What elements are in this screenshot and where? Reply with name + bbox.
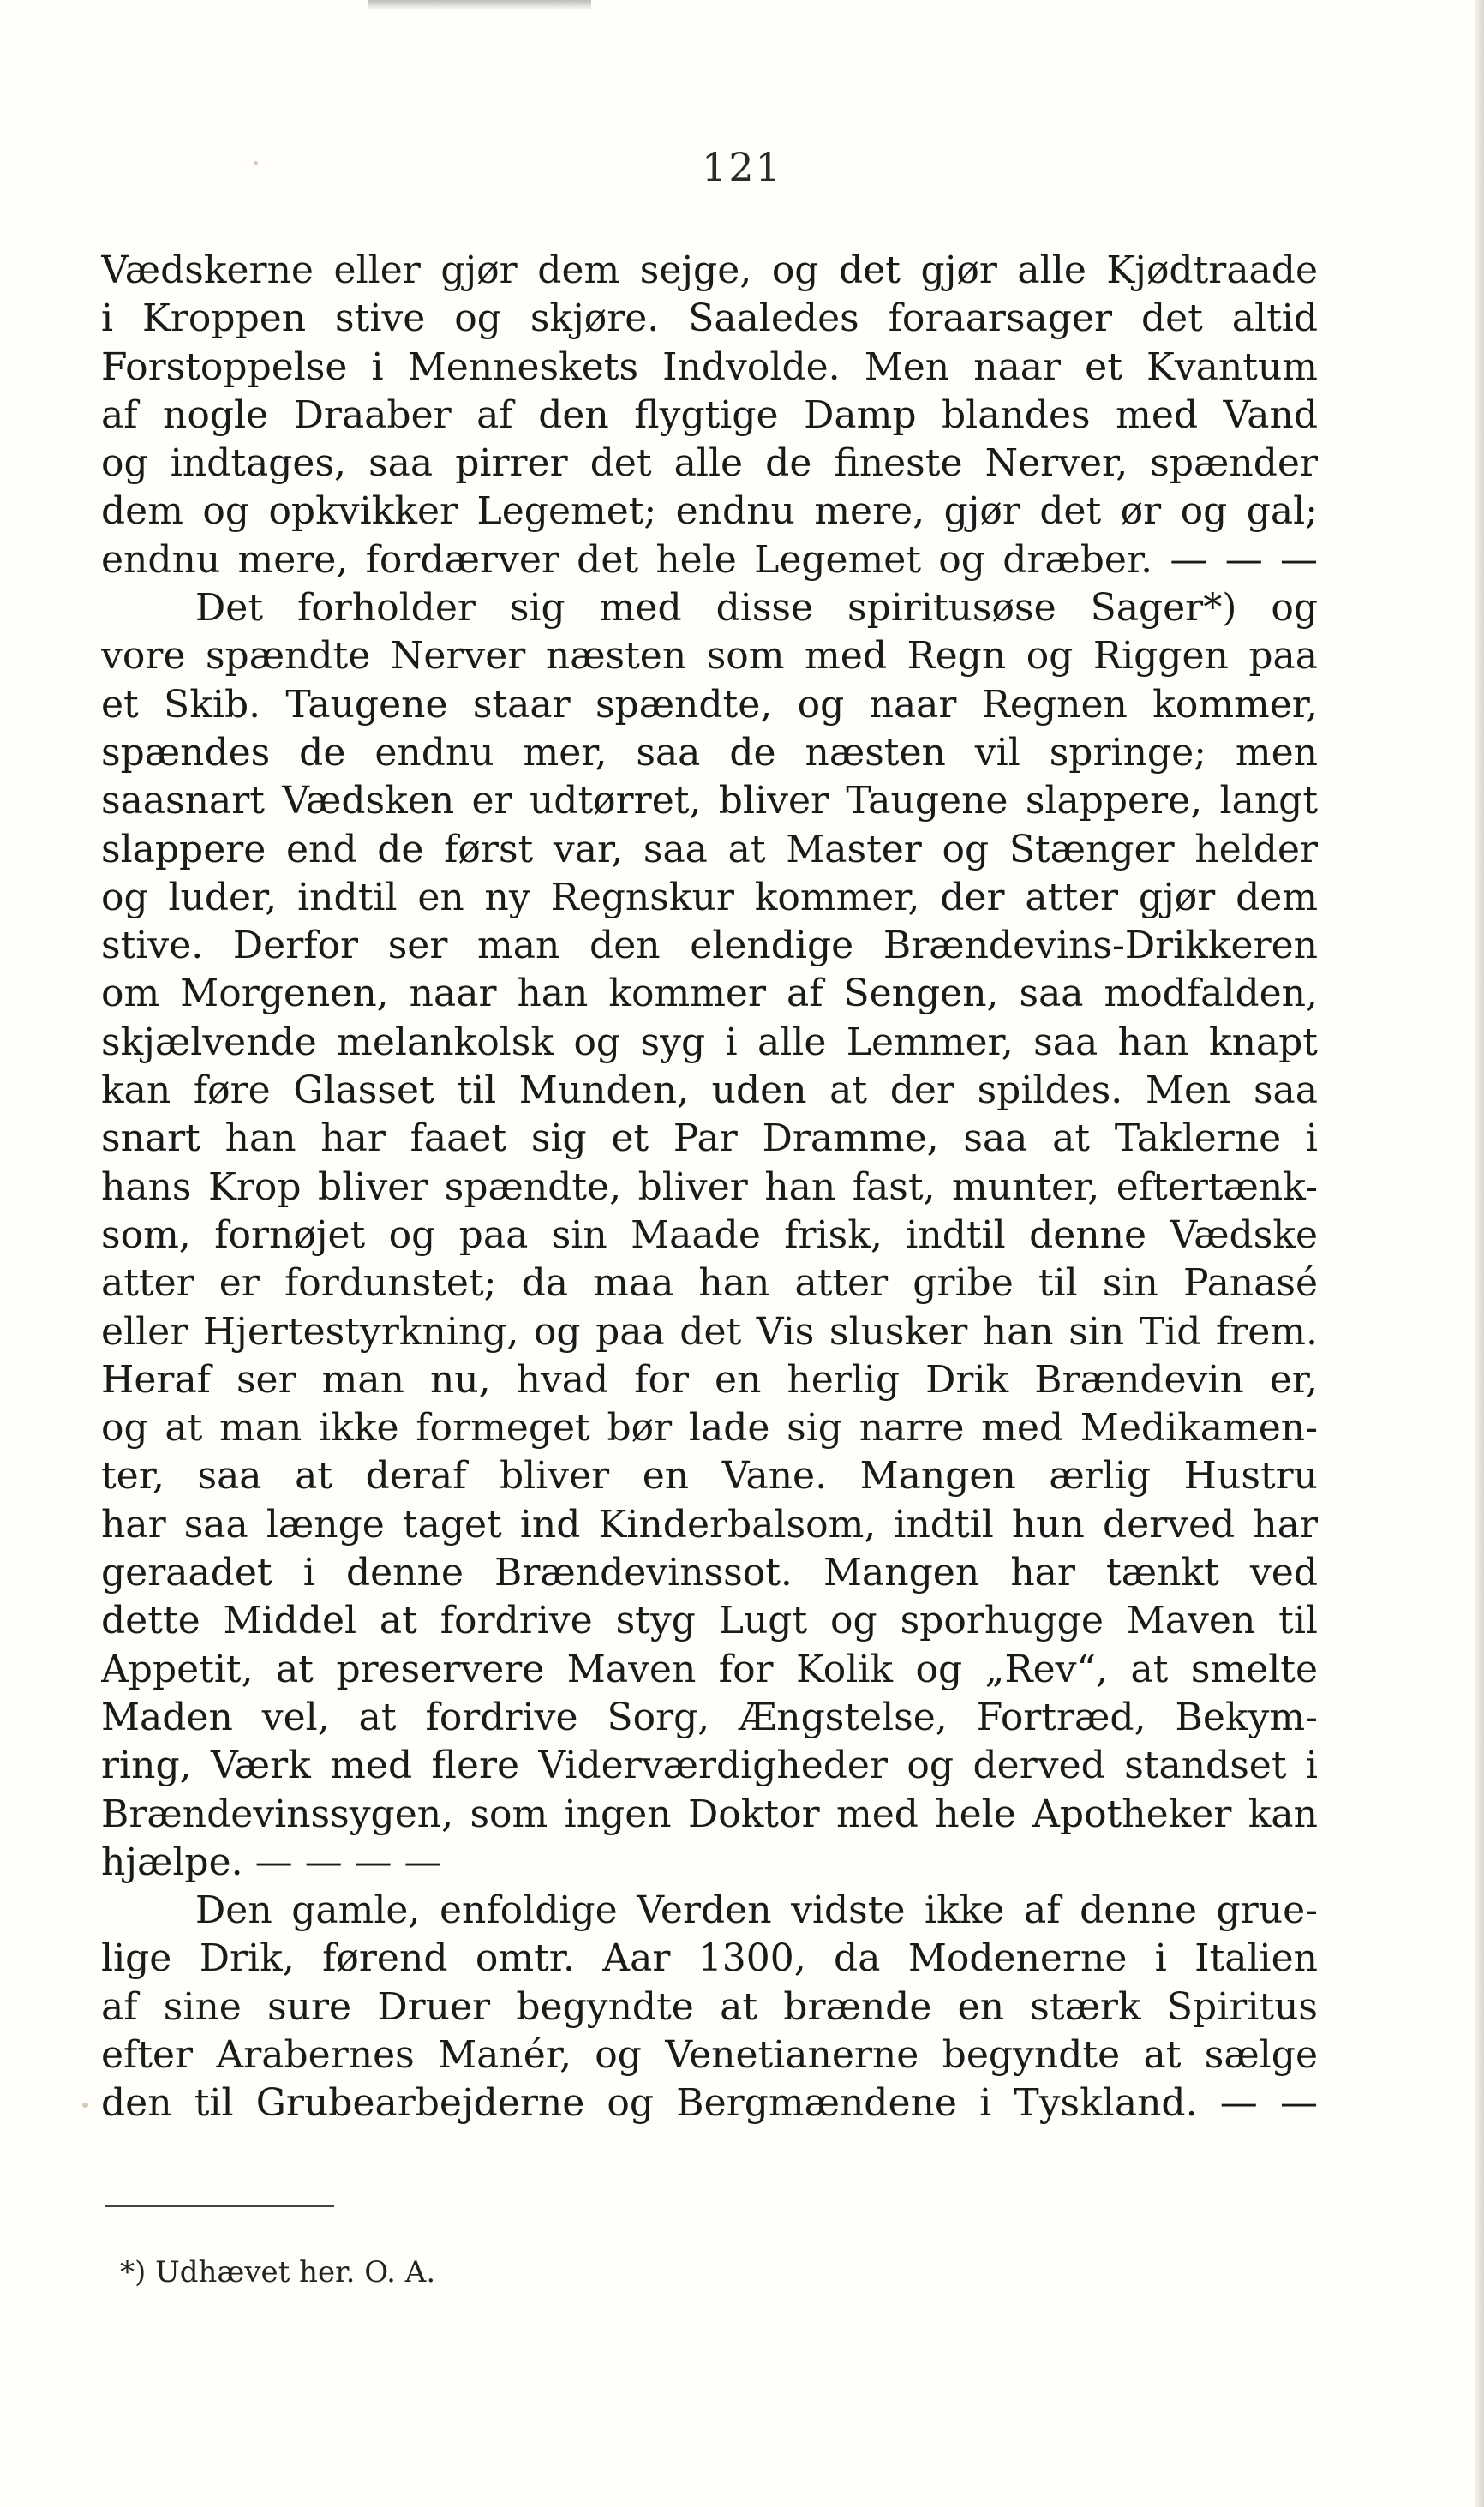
text-line: skjælvende melankolsk og syg i alle Lemmer, saa han knapt bbox=[101, 1020, 1318, 1064]
text-line: og indtages, saa pirrer det alle de fineste Nerver, spænder bbox=[101, 441, 1318, 486]
text-line: kan føre Glasset til Munden, uden at der spildes. Men saa bbox=[101, 1068, 1318, 1113]
text-line: geraadet i denne Brændevinssot. Mangen har tænkt ved bbox=[101, 1551, 1318, 1595]
text-line: dem og opkvikker Legemet; endnu mere, gjør det ør og gal; bbox=[101, 489, 1318, 534]
text-line: eller Hjertestyrkning, og paa det Vis slusker han sin Tid frem. bbox=[101, 1309, 1318, 1354]
text-line: efter Arabernes Manér, og Venetianerne begyndte at sælge bbox=[101, 2032, 1318, 2077]
text-line: af nogle Draaber af den flygtige Damp blandes med Vand bbox=[101, 392, 1318, 437]
text-line: lige Drik, førend omtr. Aar 1300, da Modenerne i Italien bbox=[101, 1936, 1318, 1981]
text-line: Det forholder sig med disse spiritusøse Sager*) og bbox=[195, 586, 1318, 631]
text-line: dette Middel at fordrive styg Lugt og sporhugge Maven til bbox=[101, 1599, 1318, 1643]
text-line: den til Grubearbejderne og Bergmændene i Tyskland. — — bbox=[101, 2081, 1318, 2126]
text-line: Heraf ser man nu, hvad for en herlig Drik Brændevin er, bbox=[101, 1357, 1318, 1402]
text-line: som, fornøjet og paa sin Maade frisk, indtil denne Vædske bbox=[101, 1212, 1318, 1257]
paper-speck bbox=[82, 2103, 88, 2108]
text-line: Forstoppelse i Menneskets Indvolde. Men naar et Kvantum bbox=[101, 344, 1318, 389]
page-edge-shadow bbox=[1475, 0, 1484, 2507]
text-line: og at man ikke formeget bør lade sig narre med Medikamen- bbox=[101, 1406, 1318, 1451]
footnote-rule bbox=[105, 2205, 334, 2207]
text-line: Maden vel, at fordrive Sorg, Ængstelse, Fortræd, Bekym- bbox=[101, 1695, 1318, 1739]
text-line: saasnart Vædsken er udtørret, bliver Taugene slappere, langt bbox=[101, 779, 1318, 823]
text-line: Vædskerne eller gjør dem sejge, og det gjør alle Kjødtraade bbox=[101, 248, 1318, 292]
text-line: Den gamle, enfoldige Verden vidste ikke af denne grue- bbox=[195, 1888, 1318, 1933]
footnote: *) Udhævet her. O. A. bbox=[120, 2255, 436, 2289]
text-line: slappere end de først var, saa at Master og Stænger helder bbox=[101, 827, 1318, 871]
text-line: ring, Værk med flere Viderværdigheder og derved standset i bbox=[101, 1744, 1318, 1788]
text-line: ter, saa at deraf bliver en Vane. Mangen ærlig Hustru bbox=[101, 1454, 1318, 1499]
text-line: et Skib. Taugene staar spændte, og naar Regnen kommer, bbox=[101, 682, 1318, 727]
text-line: har saa længe taget ind Kinderbalsom, indtil hun derved har bbox=[101, 1502, 1318, 1547]
page-number: 121 bbox=[702, 144, 782, 190]
text-line: i Kroppen stive og skjøre. Saaledes foraarsager det altid bbox=[101, 296, 1318, 341]
page-top-shadow bbox=[368, 0, 591, 10]
text-line: Brændevinssygen, som ingen Doktor med hele Apotheker kan bbox=[101, 1792, 1318, 1836]
text-line: og luder, indtil en ny Regnskur kommer, der atter gjør dem bbox=[101, 875, 1318, 919]
text-line: vore spændte Nerver næsten som med Regn og Riggen paa bbox=[101, 634, 1318, 679]
text-line: Appetit, at preservere Maven for Kolik og „Rev“, at smelte bbox=[101, 1647, 1318, 1691]
body-text bbox=[101, 247, 1318, 2128]
text-line: spændes de endnu mer, saa de næsten vil springe; men bbox=[101, 730, 1318, 775]
text-line: hans Krop bliver spændte, bliver han fast, munter, eftertænk- bbox=[101, 1164, 1318, 1209]
text-line: snart han har faaet sig et Par Dramme, saa at Taklerne i bbox=[101, 1116, 1318, 1161]
text-line: hjælpe. — — — — bbox=[101, 1840, 442, 1884]
text-line: atter er fordunstet; da maa han atter gribe til sin Panasé bbox=[101, 1261, 1318, 1306]
text-line: stive. Derfor ser man den elendige Brændevins-Drikkeren bbox=[101, 924, 1318, 968]
text-line: af sine sure Druer begyndte at brænde en stærk Spiritus bbox=[101, 1984, 1318, 2029]
text-line: endnu mere, fordærver det hele Legemet og dræber. — — — bbox=[101, 537, 1318, 582]
text-line: om Morgenen, naar han kommer af Sengen, saa modfalden, bbox=[101, 972, 1318, 1016]
